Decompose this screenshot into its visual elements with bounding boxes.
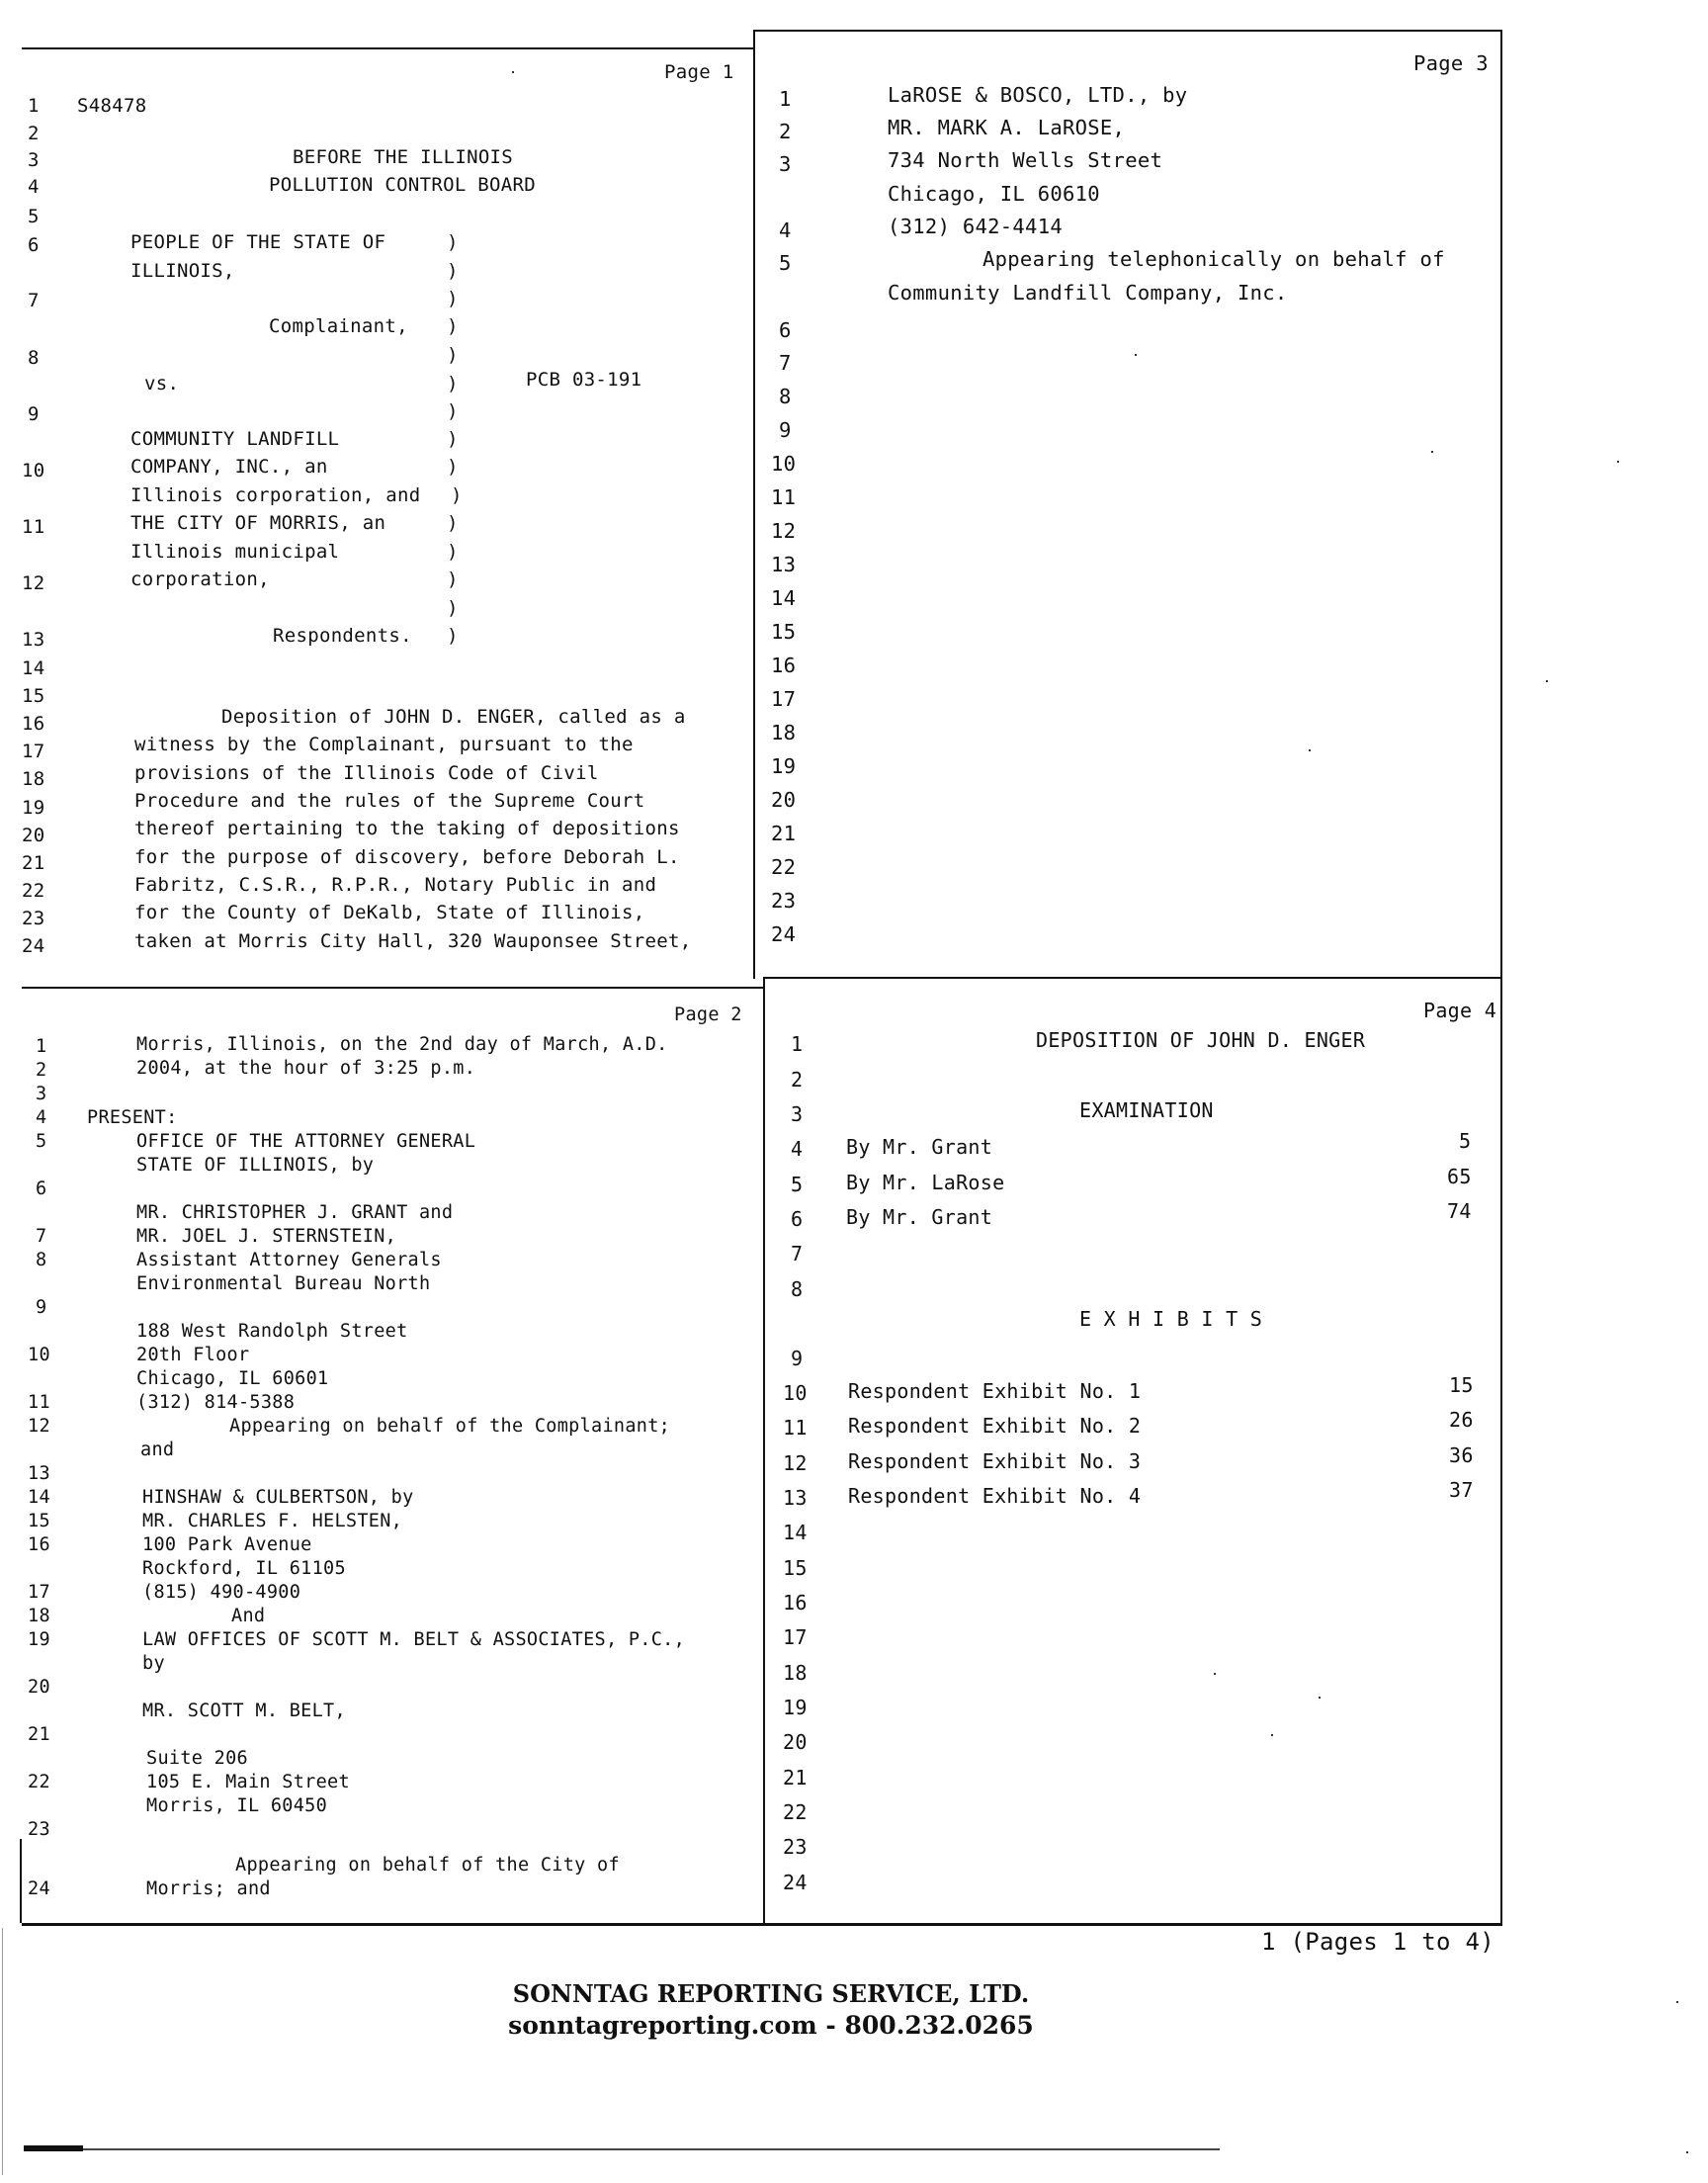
line-number: 4 [36, 1107, 47, 1128]
line-number: 11 [28, 1392, 50, 1413]
line-number: 6 [36, 1179, 47, 1199]
caption-paren: ) [447, 231, 459, 253]
line-number: 17 [783, 1625, 808, 1649]
deposition-text: taken at Morris City Hall, 320 Wauponsee Street, [134, 930, 692, 952]
exhibit-page: 15 [1449, 1373, 1474, 1397]
deposition-text: for the purpose of discovery, before Deborah L. [134, 846, 680, 868]
line-number: 5 [791, 1173, 804, 1196]
line-number: 13 [771, 553, 797, 576]
left-edge-line [2, 1928, 3, 2175]
transcript-line: Morris; and [146, 1878, 271, 1899]
exam-entry: By Mr. LaRose [846, 1171, 1005, 1194]
line-number: 15 [22, 685, 45, 707]
line-number: 6 [28, 234, 40, 256]
examination-heading: EXAMINATION [1079, 1098, 1214, 1122]
caption-paren: ) [447, 597, 459, 619]
line-number: 1 [779, 87, 792, 111]
caption-respondents-role: Respondents. [273, 625, 412, 647]
line-number: 18 [783, 1661, 808, 1685]
transcript-line: Assistant Attorney Generals [136, 1250, 442, 1270]
appearance-line: Appearing telephonically on behalf of [982, 247, 1445, 271]
line-number: 12 [783, 1451, 808, 1475]
line-number: 7 [28, 290, 40, 311]
scan-bar-line [83, 2148, 1220, 2150]
line-number: 18 [28, 1606, 50, 1626]
transcript-line: 20th Floor [136, 1345, 250, 1365]
line-number: 2 [36, 1060, 47, 1081]
transcript-line: MR. SCOTT M. BELT, [142, 1701, 346, 1721]
caption-paren: ) [447, 344, 459, 366]
line-number: 12 [22, 572, 45, 594]
line-number: 14 [771, 586, 797, 610]
exhibit-page: 37 [1449, 1478, 1474, 1502]
line-number: 6 [791, 1207, 804, 1231]
case-pcb-number: PCB 03-191 [526, 369, 642, 391]
exhibit-entry: Respondent Exhibit No. 1 [848, 1379, 1142, 1403]
transcript-line: (815) 490-4900 [142, 1582, 301, 1603]
exam-entry: By Mr. Grant [846, 1205, 993, 1229]
line-number: 16 [22, 713, 45, 735]
line-number: 19 [22, 797, 45, 819]
transcript-line: 2004, at the hour of 3:25 p.m. [136, 1058, 476, 1079]
caption-paren: ) [447, 428, 459, 450]
index-title: DEPOSITION OF JOHN D. ENGER [1036, 1028, 1366, 1052]
page-2-panel [0, 987, 763, 1924]
exhibit-page: 36 [1449, 1443, 1474, 1467]
line-number: 22 [783, 1800, 808, 1824]
caption-respondent-1: COMMUNITY LANDFILL [130, 428, 340, 450]
footer-company: SONNTAG REPORTING SERVICE, LTD. [512, 1979, 1030, 2008]
line-number: 21 [771, 822, 797, 845]
caption-paren: ) [447, 400, 459, 422]
line-number: 24 [28, 1878, 50, 1899]
page-3-label: Page 3 [1413, 51, 1489, 75]
line-number: 23 [28, 1819, 50, 1840]
line-number: 14 [22, 657, 45, 679]
caption-respondent-6: corporation, [130, 568, 270, 590]
scan-speck [1309, 749, 1311, 751]
line-number: 22 [28, 1772, 50, 1792]
caption-respondent-5: Illinois municipal [130, 541, 340, 563]
transcript-line: Suite 206 [146, 1748, 248, 1769]
line-number: 13 [22, 629, 45, 651]
line-number: 8 [779, 385, 792, 408]
line-number: 10 [783, 1381, 808, 1405]
line-number: 7 [791, 1242, 804, 1266]
line-number: 22 [22, 880, 45, 902]
transcript-line: OFFICE OF THE ATTORNEY GENERAL [136, 1131, 476, 1152]
scan-speck [1686, 2151, 1688, 2153]
transcript-line: STATE OF ILLINOIS, by [136, 1155, 375, 1176]
scan-speck [1319, 1697, 1321, 1699]
scan-bar-heavy [24, 2145, 83, 2151]
line-number: 21 [22, 852, 45, 874]
line-number: 11 [783, 1416, 808, 1440]
caption-paren: ) [447, 541, 459, 563]
line-number: 5 [36, 1131, 47, 1152]
scan-speck [1617, 461, 1619, 463]
caption-respondent-4: THE CITY OF MORRIS, an [130, 512, 386, 534]
line-number: 19 [783, 1696, 808, 1719]
deposition-text: Deposition of JOHN D. ENGER, called as a [221, 706, 686, 728]
transcript-line: MR. CHRISTOPHER J. GRANT and [136, 1202, 454, 1223]
page-2-label: Page 2 [674, 1004, 742, 1025]
line-number: 10 [771, 452, 797, 476]
line-number: 8 [791, 1277, 804, 1301]
caption-vs: vs. [144, 373, 180, 394]
line-number: 11 [22, 516, 45, 538]
caption-paren: ) [447, 568, 459, 590]
line-number: 17 [28, 1582, 50, 1603]
line-number: 2 [28, 123, 40, 144]
exhibit-page: 26 [1449, 1408, 1474, 1432]
line-number: 9 [36, 1297, 47, 1318]
board-heading-1: BEFORE THE ILLINOIS [293, 146, 514, 168]
line-number: 8 [36, 1250, 47, 1270]
transcript-line: MR. CHARLES F. HELSTEN, [142, 1511, 403, 1531]
line-number: 13 [28, 1463, 50, 1484]
line-number: 21 [28, 1724, 50, 1745]
line-number: 4 [28, 176, 40, 198]
line-number: 23 [783, 1835, 808, 1859]
line-number: 14 [783, 1521, 808, 1544]
line-number: 12 [771, 519, 797, 543]
caption-paren: ) [447, 625, 459, 647]
transcript-line: PRESENT: [87, 1107, 178, 1128]
line-number: 23 [22, 908, 45, 929]
transcript-line: 105 E. Main Street [146, 1772, 350, 1792]
line-number: 2 [791, 1068, 804, 1092]
caption-paren: ) [447, 512, 459, 534]
transcript-line: and [140, 1440, 175, 1460]
transcript-line: Morris, Illinois, on the 2nd day of March, A.D. [136, 1034, 668, 1055]
line-number: 24 [22, 935, 45, 957]
transcript-line: 100 Park Avenue [142, 1534, 312, 1555]
scan-speck [1676, 2001, 1678, 2003]
line-number: 19 [771, 754, 797, 778]
line-number: 8 [28, 347, 40, 369]
transcript-line: LAW OFFICES OF SCOTT M. BELT & ASSOCIATES, P.C., [142, 1629, 686, 1650]
caption-paren: ) [447, 456, 459, 478]
deposition-text: Procedure and the rules of the Supreme Court [134, 790, 645, 812]
caption-paren: ) [447, 260, 459, 282]
line-number: 15 [28, 1511, 50, 1531]
transcript-line: Appearing on behalf of the Complainant; [229, 1416, 671, 1437]
deposition-text: thereof pertaining to the taking of depositions [134, 818, 680, 839]
deposition-text: witness by the Complainant, pursuant to the [134, 734, 634, 755]
page-4-panel [765, 979, 1502, 1924]
line-number: 11 [771, 485, 797, 509]
appearance-line: (312) 642-4414 [888, 215, 1063, 238]
line-number: 6 [779, 318, 792, 342]
scan-speck [1546, 680, 1548, 682]
line-number: 9 [779, 418, 792, 442]
deposition-text: for the County of DeKalb, State of Illinois, [134, 902, 645, 923]
appearance-line: Community Landfill Company, Inc. [888, 281, 1288, 305]
exam-page: 5 [1459, 1129, 1472, 1153]
exhibit-entry: Respondent Exhibit No. 2 [848, 1414, 1142, 1438]
line-number: 24 [771, 922, 797, 946]
line-number: 7 [36, 1226, 47, 1247]
appearance-line: 734 North Wells Street [888, 148, 1163, 172]
line-number: 4 [779, 218, 792, 242]
transcript-line: by [142, 1653, 165, 1674]
line-number: 16 [28, 1534, 50, 1555]
transcript-line: 188 West Randolph Street [136, 1321, 408, 1342]
appearance-line: Chicago, IL 60610 [888, 182, 1100, 206]
line-number: 5 [28, 206, 40, 227]
line-number: 20 [22, 825, 45, 846]
caption-complainant-2: ILLINOIS, [130, 260, 235, 282]
line-number: 7 [779, 351, 792, 375]
appearance-line: LaROSE & BOSCO, LTD., by [888, 83, 1188, 107]
exhibit-entry: Respondent Exhibit No. 4 [848, 1484, 1142, 1508]
line-number: 10 [22, 460, 45, 481]
exam-entry: By Mr. Grant [846, 1135, 993, 1159]
footer-contact: sonntagreporting.com - 800.232.0265 [508, 2011, 1034, 2040]
scan-speck [1214, 1673, 1216, 1675]
line-number: 24 [783, 1871, 808, 1894]
exam-page: 65 [1447, 1165, 1472, 1188]
line-number: 1 [28, 95, 40, 117]
board-heading-2: POLLUTION CONTROL BOARD [269, 174, 536, 196]
caption-respondent-3: Illinois corporation, and [130, 484, 421, 506]
scan-speck [1431, 451, 1433, 453]
line-number: 18 [22, 768, 45, 790]
line-number: 19 [28, 1629, 50, 1650]
line-number: 15 [783, 1556, 808, 1580]
line-number: 10 [28, 1345, 50, 1365]
page-3-panel [755, 0, 1502, 979]
line-number: 3 [791, 1102, 804, 1126]
caption-complainant-role: Complainant, [269, 315, 408, 337]
transcript-line: MR. JOEL J. STERNSTEIN, [136, 1226, 397, 1247]
transcript-line: Morris, IL 60450 [146, 1795, 328, 1816]
line-number: 17 [22, 741, 45, 762]
scan-speck [512, 71, 514, 73]
exam-page: 74 [1447, 1199, 1472, 1223]
line-number: 9 [28, 403, 40, 425]
appearance-line: MR. MARK A. LaROSE, [888, 116, 1126, 139]
caption-paren: ) [447, 288, 459, 309]
line-number: 3 [28, 149, 40, 171]
line-number: 22 [771, 855, 797, 879]
page-range: 1 (Pages 1 to 4) [1261, 1928, 1494, 1956]
transcript-line: Environmental Bureau North [136, 1273, 431, 1294]
line-number: 17 [771, 687, 797, 711]
page-4-label: Page 4 [1423, 999, 1497, 1022]
line-number: 20 [28, 1677, 50, 1698]
caption-paren: ) [451, 484, 463, 506]
line-number: 4 [791, 1137, 804, 1161]
line-number: 13 [783, 1486, 808, 1510]
line-number: 12 [28, 1416, 50, 1437]
line-number: 15 [771, 620, 797, 644]
transcript-line: (312) 814-5388 [136, 1392, 296, 1413]
line-number: 5 [779, 251, 792, 275]
line-number: 23 [771, 889, 797, 913]
line-number: 20 [783, 1730, 808, 1754]
line-number: 3 [779, 152, 792, 176]
line-number: 16 [771, 654, 797, 677]
line-number: 20 [771, 788, 797, 812]
line-number: 9 [791, 1347, 804, 1370]
deposition-text: Fabritz, C.S.R., R.P.R., Notary Public in and [134, 874, 657, 896]
line-number: 2 [779, 120, 792, 143]
line-number: 3 [36, 1084, 47, 1104]
caption-complainant-1: PEOPLE OF THE STATE OF [130, 231, 386, 253]
exhibits-heading: E X H I B I T S [1079, 1307, 1263, 1331]
transcript-line: Rockford, IL 61105 [142, 1558, 346, 1579]
page-1-panel [0, 0, 753, 987]
page-1-label: Page 1 [664, 61, 734, 83]
line-number: 18 [771, 721, 797, 744]
exhibit-entry: Respondent Exhibit No. 3 [848, 1449, 1142, 1473]
line-number: 14 [28, 1487, 50, 1508]
caption-paren: ) [447, 315, 459, 337]
scan-speck [1135, 354, 1137, 356]
line-number: 1 [36, 1036, 47, 1057]
caption-paren: ) [447, 373, 459, 394]
transcript-line: Appearing on behalf of the City of [235, 1855, 620, 1876]
scan-speck [1271, 1734, 1273, 1736]
transcript-line: Chicago, IL 60601 [136, 1368, 329, 1389]
transcript-line: HINSHAW & CULBERTSON, by [142, 1487, 414, 1508]
transcript-line: And [231, 1606, 266, 1626]
line-number: 1 [791, 1032, 804, 1056]
deposition-text: provisions of the Illinois Code of Civil [134, 762, 599, 784]
line-number: 16 [783, 1591, 808, 1615]
case-number: S48478 [77, 95, 147, 117]
line-number: 21 [783, 1766, 808, 1790]
caption-respondent-2: COMPANY, INC., an [130, 456, 328, 478]
